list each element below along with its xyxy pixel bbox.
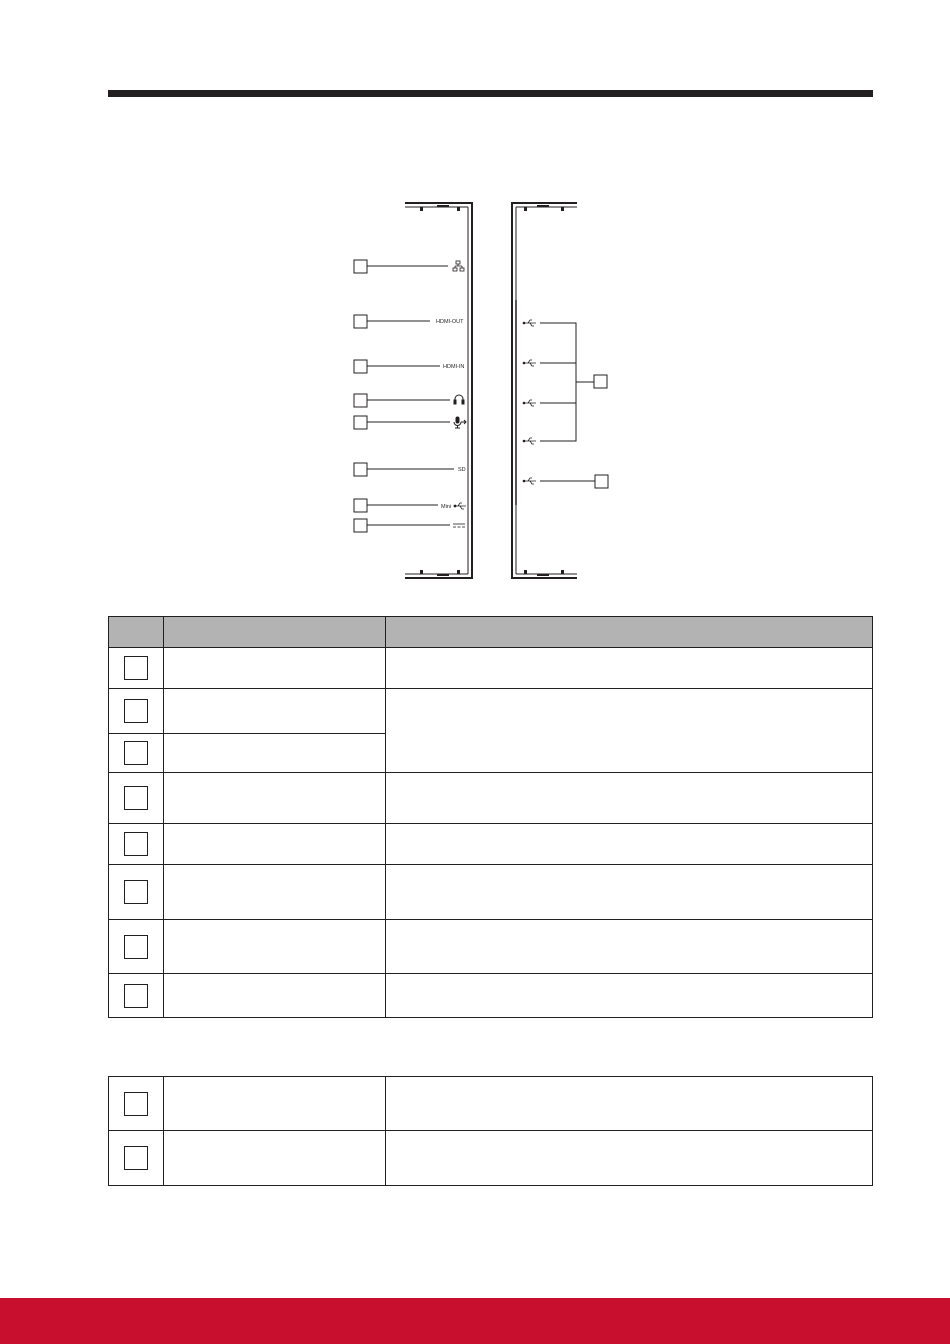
callout-box [354,416,367,429]
sd-label: SD [458,467,466,473]
callout-box [354,463,367,476]
hdmi-in-label: HDMI-IN [443,364,465,370]
callout-box [354,519,367,532]
hdmi-out-label: HDMI-OUT [436,319,464,325]
callout-box [354,260,367,273]
right-panel-outline [512,203,577,578]
item-number-box [124,880,148,904]
ports-table-left [108,616,873,1018]
footer-bar [0,1298,950,1344]
item-number-box [124,656,148,680]
usb-icon [454,503,466,509]
item-number-box [124,1146,148,1170]
usb-icon [523,478,536,484]
table-row [109,648,873,689]
callout-box [354,394,367,407]
usb-icon [523,400,536,406]
callout-box [354,360,367,373]
header-cell [164,617,386,648]
header-cell [386,617,873,648]
usb-icon [523,438,536,444]
item-number-box [124,786,148,810]
table-row [109,1077,873,1131]
lan-port-icon [453,261,464,271]
item-number-box [124,699,148,723]
mini-usb-label: Mini [441,504,452,510]
callout-box [594,375,607,388]
table-row [109,824,873,865]
callout-box [595,475,608,488]
item-number-box [124,935,148,959]
left-panel-outline [405,203,472,578]
dc-power-icon [453,524,465,527]
table-row [109,865,873,920]
usb-icon [523,360,536,366]
headphone-icon [454,395,464,404]
callout-box [354,499,367,512]
item-number-box [124,1092,148,1116]
microphone-icon [454,417,466,428]
header-cell [109,617,164,648]
table-row [109,773,873,824]
usb-icon [523,320,536,326]
table-row [109,689,873,734]
table-row [109,1131,873,1186]
port-diagram [0,0,950,600]
table-row [109,920,873,974]
item-number-box [124,741,148,765]
table-header-row [109,617,873,648]
callout-box [354,315,367,328]
item-number-box [124,832,148,856]
ports-table-right [108,1076,873,1186]
item-number-box [124,984,148,1008]
table-row [109,974,873,1018]
